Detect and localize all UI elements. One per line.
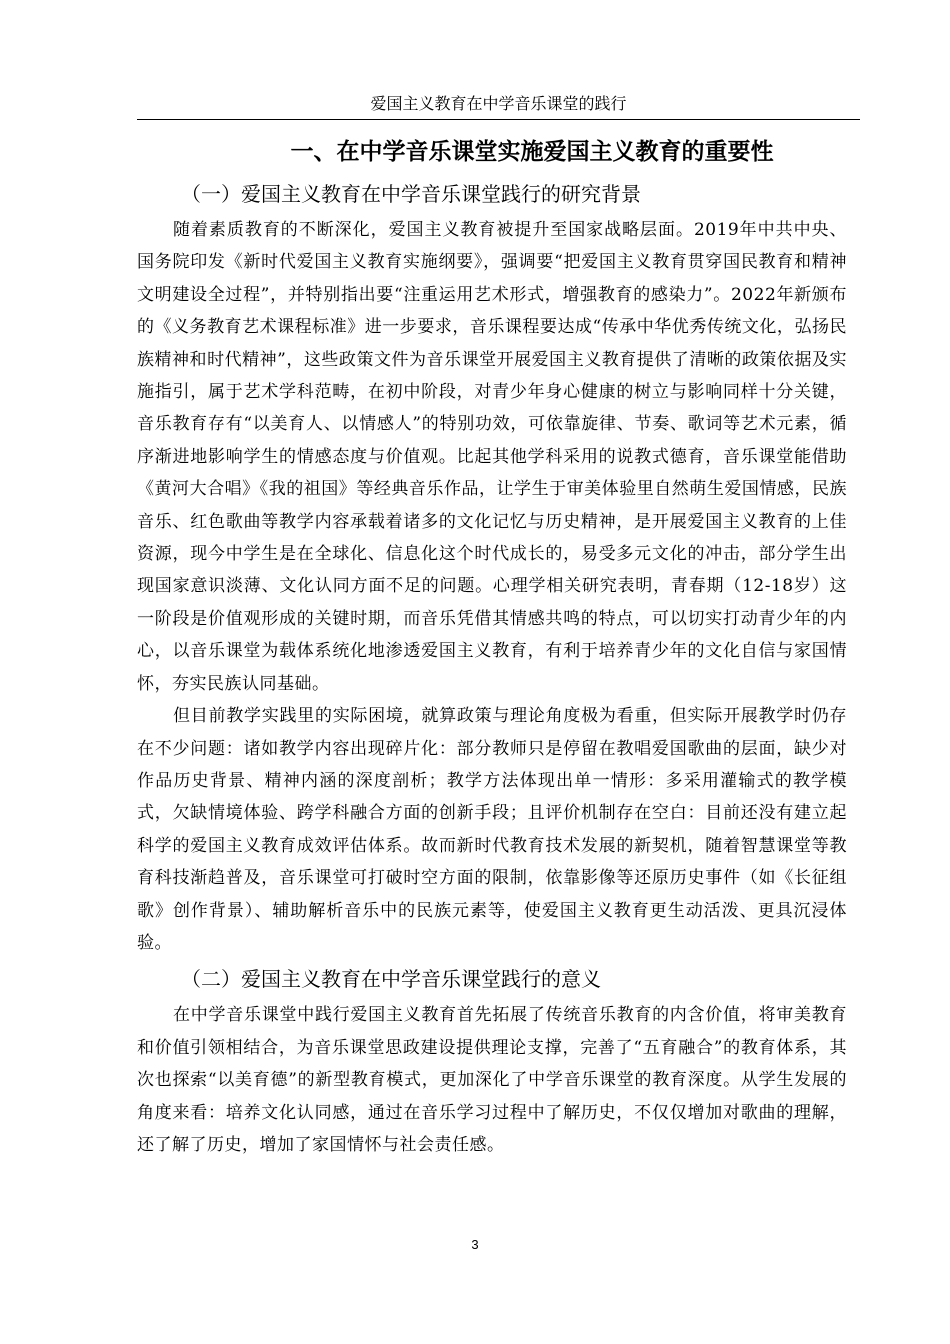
running-header: 爱国主义教育在中学音乐课堂的践行 (137, 92, 860, 120)
body-paragraph: 在中学音乐课堂中践行爱国主义教育首先拓展了传统音乐教育的内含价值，将审美教育和价值引领相结合，为音乐课堂思政建设提供理论支撑，完善了“五育融合”的教育体系，其次也探索“以美育德”的新型教育模式，更加深化了中学音乐课堂的教育深度。从学生发展的角度来看：培养文化认同感，通过在音乐学习过程中了解历史，不仅仅增加对歌曲的理解，还了解了历史，增加了家国情怀与社会责任感。 (137, 1005, 847, 1155)
section-heading: （二）爱国主义教育在中学音乐课堂践行的意义 (181, 967, 601, 992)
page-body (137, 130, 847, 1161)
chapter-title: 一、在中学音乐课堂实施爱国主义教育的重要性 (290, 139, 774, 165)
page-number: 3 (471, 1237, 479, 1252)
body-paragraph: 但目前教学实践里的实际困境，就算政策与理论角度极为看重，但实际开展教学时仍存在不少问题：诸如教学内容出现碎片化：部分教师只是停留在教唱爱国歌曲的层面，缺少对作品历史背景、精神内涵的深度剖析；教学方法体现出单一情形：多采用灌输式的教学模式，欠缺情境体验、跨学科融合方面的创新手段；且评价机制存在空白：目前还没有建立起科学的爱国主义教育成效评估体系。故而新时代教育技术发展的新契机，随着智慧课堂等教育科技渐趋普及，音乐课堂可打破时空方面的限制，依靠影像等还原历史事件（如《长征组歌》创作背景）、辅助解析音乐中的民族元素等，使爱国主义教育更生动活泼、更具沉浸体验。 (137, 706, 847, 953)
section-heading: （一）爱国主义教育在中学音乐课堂践行的研究背景 (181, 182, 641, 206)
body-paragraph: 随着素质教育的不断深化，爱国主义教育被提升至国家战略层面。2019年中共中央、国务院印发《新时代爱国主义教育实施纲要》，强调要“把爱国主义教育贯穿国民教育和精神文明建设全过程”，并特别指出要“注重运用艺术形式，增强教育的感染力”。2022年新颁布的《义务教育艺术课程标准》进一步要求，音乐课程要达成“传承中华优秀传统文化，弘扬民族精神和时代精神”，这些政策文件为音乐课堂开展爱国主义教育提供了清晰的政策依据及实施指引，属于艺术学科范畴，在初中阶段，对青少年身心健康的树立与影响同样十分关键，音乐教育存有“以美育人、以情感人”的特别功效，可依靠旋律、节奏、歌词等艺术元素，循序渐进地影响学生的情感态度与价值观。比起其他学科采用的说教式德育，音乐课堂能借助《黄河大合唱》《我的祖国》等经典音乐作品，让学生于审美体验里自然萌生爱国情感，民族音乐、红色歌曲等教学内容承载着诸多的文化记忆与历史精神，是开展爱国主义教育的上佳资源，现今中学生是在全球化、信息化这个时代成长的，易受多元文化的冲击，部分学生出现国家意识淡薄、文化认同方面不足的问题。心理学相关研究表明，青春期（12-18岁）这一阶段是价值观形成的关键时期，而音乐凭借其情感共鸣的特点，可以切实打动青少年的内心，以音乐课堂为载体系统化地渗透爱国主义教育，有利于培养青少年的文化自信与家国情怀，夯实民族认同基础。 (137, 220, 847, 694)
